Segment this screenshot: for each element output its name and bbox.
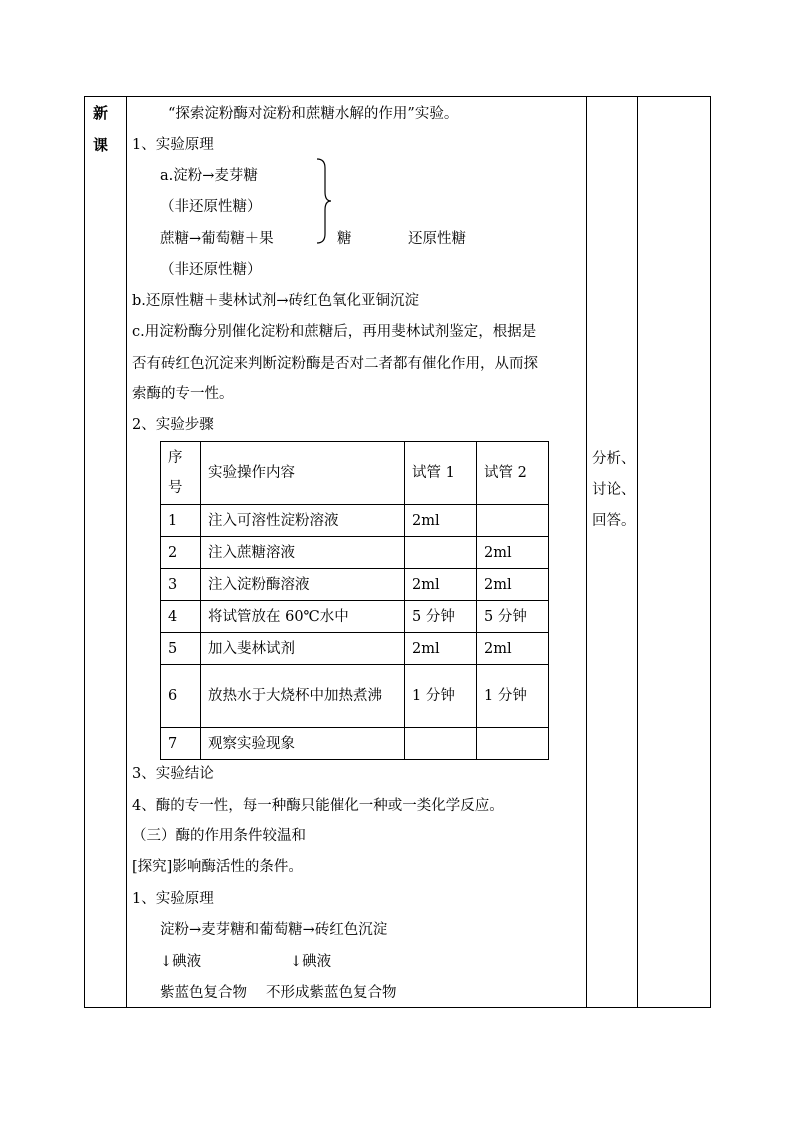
- table-cell: 2ml: [477, 537, 549, 569]
- iodine-left: ↓碘液: [160, 954, 202, 970]
- table-row: [161, 633, 549, 665]
- table-cell: [477, 728, 549, 760]
- side-label-char: 课: [93, 136, 109, 154]
- table-cell: 7: [161, 728, 201, 760]
- table-cell: 2ml: [405, 569, 477, 601]
- table-cell: 1 分钟: [477, 665, 549, 728]
- principle-a-note: （非还原性糖）: [160, 199, 262, 215]
- note-line: 回答。: [592, 513, 636, 529]
- table-cell: 将试管放在 60℃水中: [201, 601, 405, 633]
- specificity-line: 4、酶的专一性，每一种酶只能催化一种或一类化学反应。: [132, 798, 504, 814]
- principle-c-line2: 否有砖红色沉淀来判断淀粉酶是否对二者都有催化作用，从而探: [132, 356, 538, 372]
- section-three: （三）酶的作用条件较温和: [132, 828, 306, 844]
- table-cell: 2ml: [405, 505, 477, 537]
- heading-steps: 2、实验步骤: [132, 417, 214, 433]
- principle-sucrose: 蔗糖→葡萄糖＋果: [160, 231, 274, 247]
- principle-c-line3: 索酶的专一性。: [132, 386, 234, 402]
- table-row: [161, 728, 549, 760]
- table-row: [161, 665, 549, 728]
- heading-principle-2: 1、实验原理: [132, 891, 214, 907]
- table-cell: 观察实验现象: [201, 728, 405, 760]
- table-cell: 注入可溶性淀粉溶液: [201, 505, 405, 537]
- column-divider: [637, 97, 638, 1007]
- principle-a: a.淀粉→麦芽糖: [160, 168, 258, 184]
- table-cell: 注入淀粉酶溶液: [201, 569, 405, 601]
- table-cell: 1 分钟: [405, 665, 477, 728]
- header-cell: 实验操作内容: [201, 442, 405, 505]
- table-row: [161, 601, 549, 633]
- purple-left: 紫蓝色复合物: [160, 985, 247, 1001]
- principle-sucrose-note: （非还原性糖）: [160, 262, 262, 278]
- intro-line: “探索淀粉酶对淀粉和蔗糖水解的作用”实验。: [168, 106, 459, 122]
- principle-b: b.还原性糖＋斐林试剂→砖红色氧化亚铜沉淀: [132, 293, 420, 309]
- table-cell: 加入斐林试剂: [201, 633, 405, 665]
- right-column-notes: [592, 444, 636, 537]
- table-cell: 2ml: [405, 633, 477, 665]
- table-cell: 2: [161, 537, 201, 569]
- tang-char: 糖: [337, 231, 352, 247]
- note-line: 讨论、: [592, 482, 636, 498]
- table-cell: 5 分钟: [477, 601, 549, 633]
- column-divider: [126, 97, 127, 1007]
- table-row: [161, 569, 549, 601]
- table-cell: 2ml: [477, 633, 549, 665]
- heading-principle: 1、实验原理: [132, 137, 214, 153]
- table-cell: [405, 537, 477, 569]
- reducing-sugar: 还原性糖: [408, 231, 466, 247]
- column-divider: [586, 97, 587, 1007]
- table-cell: [477, 505, 549, 537]
- header-cell: 试管 2: [477, 442, 549, 505]
- purple-right: 不形成紫蓝色复合物: [266, 985, 397, 1001]
- principle-c-line1: c.用淀粉酶分别催化淀粉和蔗糖后，再用斐林试剂鉴定，根据是: [132, 324, 537, 340]
- starch-reaction: 淀粉→麦芽糖和葡萄糖→砖红色沉淀: [160, 922, 388, 938]
- table-cell: 5: [161, 633, 201, 665]
- table-cell: 6: [161, 665, 201, 728]
- table-cell: 注入蔗糖溶液: [201, 537, 405, 569]
- header-cell: 试管 1: [405, 442, 477, 505]
- heading-conclusion: 3、实验结论: [132, 766, 214, 782]
- iodine-right: ↓碘液: [290, 954, 332, 970]
- table-row: [161, 505, 549, 537]
- table-cell: 5 分钟: [405, 601, 477, 633]
- table-cell: [405, 728, 477, 760]
- table-cell: 4: [161, 601, 201, 633]
- header-cell: 序号: [161, 442, 201, 505]
- side-label-char: 新: [93, 104, 109, 122]
- explore-line: [探究]影响酶活性的条件。: [132, 859, 303, 875]
- curly-brace: [316, 158, 332, 244]
- table-row: [161, 537, 549, 569]
- steps-table: [160, 441, 549, 760]
- table-cell: 3: [161, 569, 201, 601]
- table-cell: 放热水于大烧杯中加热煮沸: [201, 665, 405, 728]
- table-header-row: [161, 442, 549, 505]
- note-line: 分析、: [592, 451, 636, 467]
- table-cell: 2ml: [477, 569, 549, 601]
- table-cell: 1: [161, 505, 201, 537]
